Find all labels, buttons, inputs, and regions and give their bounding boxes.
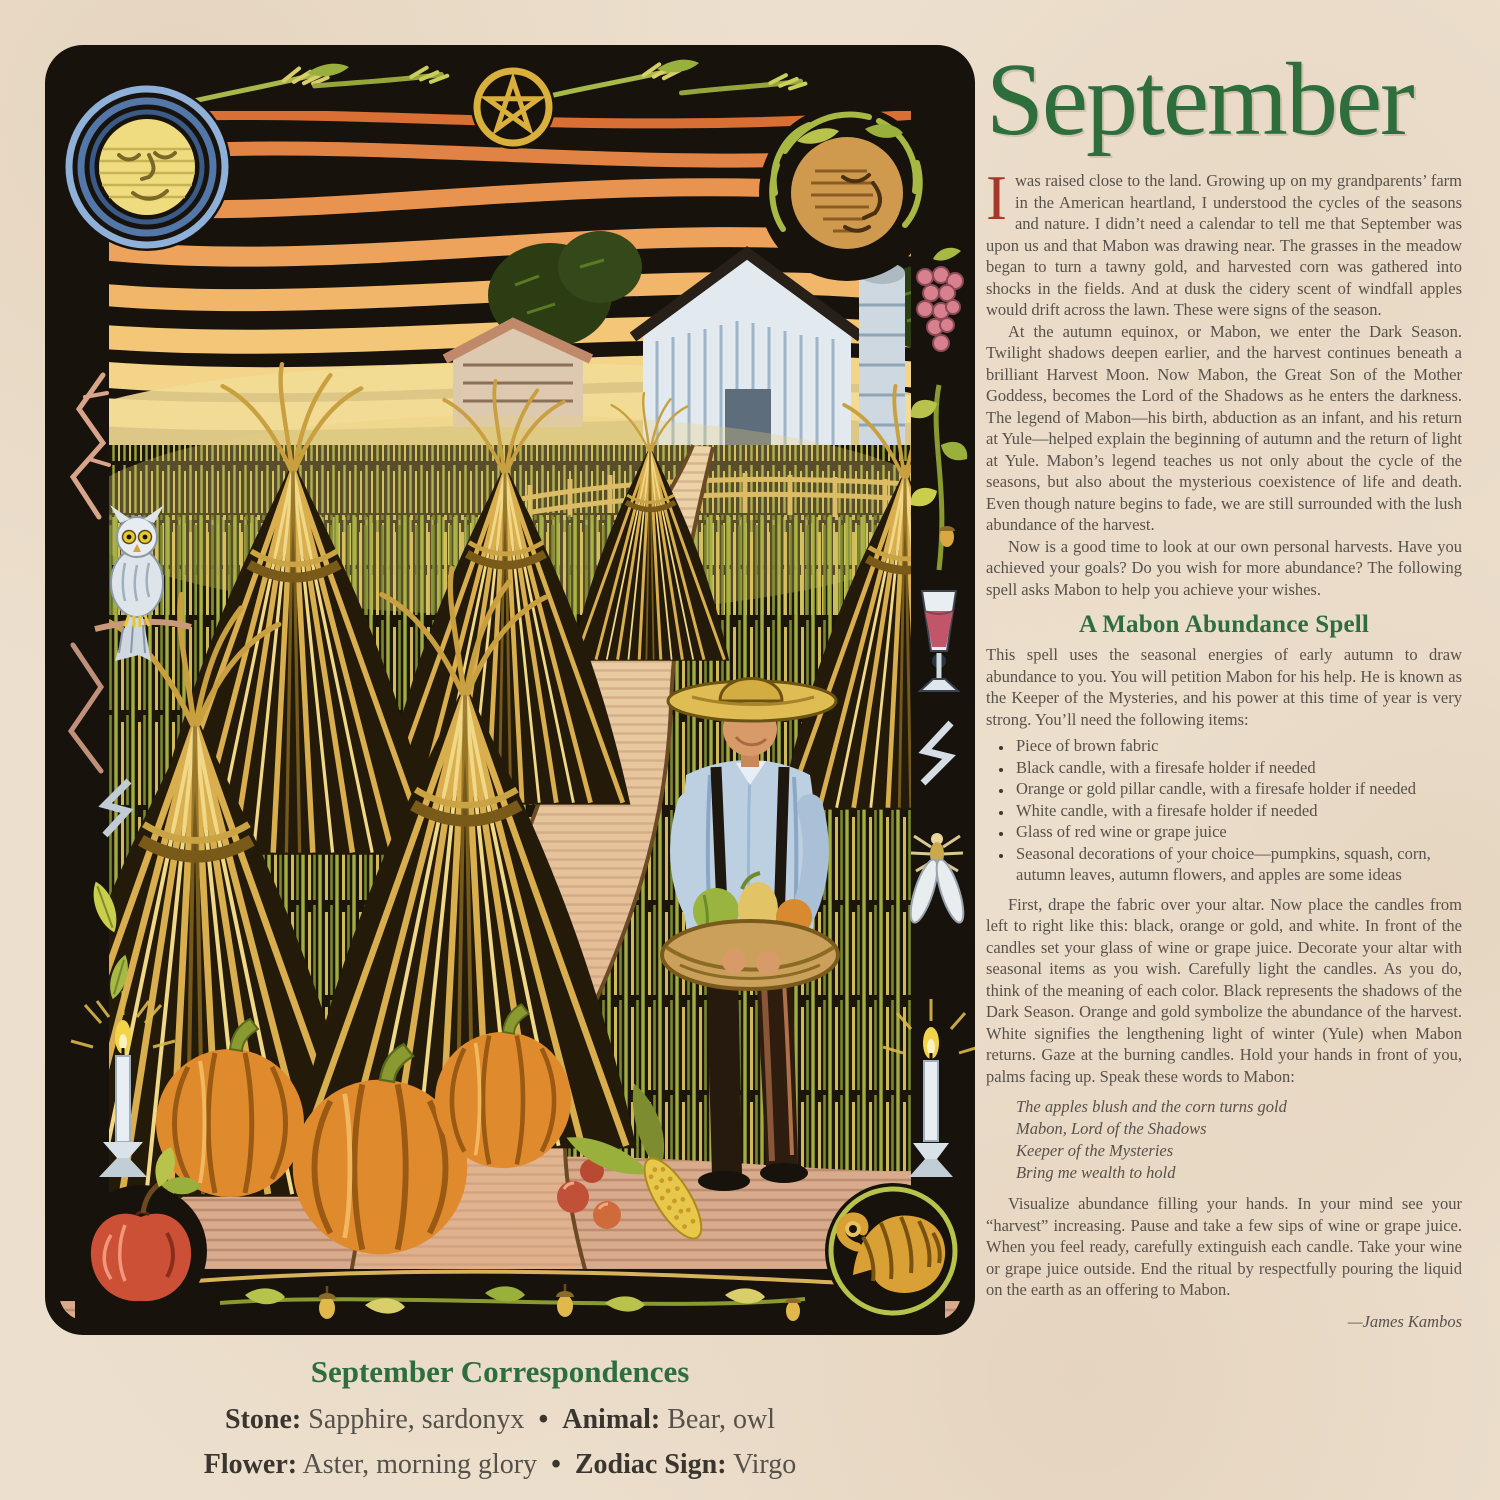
verse-line: Keeper of the Mysteries [1016, 1141, 1174, 1160]
spell-instructions: First, drape the fabric over your altar. Now place the candles from left to right like this: black, orange or gold, and white. In front of the candles set your glass of wine or grape juice. Decorate your altar with seasonal items as you wish. Carefully light the candles. As you do, think of the meaning of each color. Black represents the shadows of the Dark Season. Orange and gold symbolize the abundance of the harvest. White signifies the lengthening light of winter (Yule) when Mabon returns. Gaze at the burning candles. Hold your hands in front of you, palms facing up. Speak these words to Mabon: [986, 894, 1462, 1086]
moon-icon [63, 83, 231, 251]
spell-verse [1016, 1096, 1462, 1184]
author-attribution: —James Kambos [1347, 1311, 1462, 1331]
correspondences-section [50, 1354, 950, 1494]
dropcap: I [986, 163, 1007, 233]
pentacle-icon [471, 65, 555, 149]
harvest-illustration [45, 45, 975, 1335]
cornucopia-icon [825, 1183, 961, 1319]
correspondences-line-1 [50, 1404, 950, 1436]
list-item: • Seasonal decorations of your choice—pumpkins, squash, corn, autumn leaves, autumn flowers, and apples are some ideas [1013, 843, 1462, 886]
month-title: September [986, 42, 1413, 157]
animal-label: Animal: [562, 1404, 661, 1435]
list-item: • White candle, with a firesafe holder if needed [1013, 800, 1462, 822]
intro-paragraph-1-text: was raised close to the land. Growing up on my grandparents’ farm in the American heartland, I understood the cycles of the seasons and nature. I didn’t need a calendar to tell me that September was upon us and that Mabon was drawing near. The grasses in the meadow began to turn a tawny gold, and harvested corn was gathered into shocks in the fields. And at dusk the cidery scent of windfall apples would drift across the lawn. These were signs of the season. [986, 171, 1462, 319]
intro-paragraph-2: At the autumn equinox, or Mabon, we enter the Dark Season. Twilight shadows deepen earlier, and the harvest continues beneath a brilliant Harvest Moon. Now Mabon, the Great Son of the Mother Goddess, becomes the Lord of the Shadows as he enters the darkness. The legend of Mabon—his birth, abduction as an infant, and his return at Yule—helped explain the beginning of autumn and the return of light at Yule. Mabon’s legend teaches us not only about the cycle of the seasons, but also about the mysterious coexistence of life and death. Even though nature begins to fade, we are still surrounded with the lush abundance of the harvest. [986, 321, 1462, 534]
green-man-icon [759, 105, 935, 281]
spell-items-list [1013, 735, 1462, 886]
flower-label: Flower: [203, 1449, 298, 1480]
zodiac-label: Zodiac Sign: [574, 1449, 727, 1480]
bullet-separator: • [538, 1404, 549, 1435]
flower-value: Aster, morning glory [302, 1449, 538, 1480]
list-item: • Piece of brown fabric [1013, 735, 1462, 757]
correspondences-line-2 [50, 1449, 950, 1481]
stone-value: Sapphire, sardonyx [308, 1404, 525, 1435]
article-column [986, 42, 1462, 1332]
spell-heading: A Mabon Abundance Spell [1078, 611, 1370, 638]
spell-closing: Visualize abundance filling your hands. In your mind see your “harvest” increasing. Pause and take a few sips of wine or grape juice. When you feel ready, carefully extinguish each candle. Take your wine or grape juice outside. End the ritual by respectfully pouring the liquid on the earth as an offering to Mabon. [986, 1194, 1462, 1299]
verse-line: Bring me wealth to hold [1016, 1163, 1176, 1182]
intro-paragraph-1 [986, 163, 1462, 321]
verse-line: Mabon, Lord of the Shadows [1016, 1119, 1207, 1138]
list-item: • Glass of red wine or grape juice [1013, 821, 1462, 843]
spell-intro: This spell uses the seasonal energies of early autumn to draw abundance to you. You will petition Mabon for his help. He is known as the Keeper of the Mysteries, and his power at this time of year is very strong. You’ll need the following items: [986, 645, 1462, 729]
list-item: • Black candle, with a firesafe holder if needed [1013, 757, 1462, 779]
verse-line: The apples blush and the corn turns gold [1016, 1097, 1287, 1116]
animal-value: Bear, owl [667, 1404, 775, 1435]
zodiac-value: Virgo [733, 1449, 797, 1480]
intro-paragraph-3: Now is a good time to look at our own personal harvests. Have you achieved your goals? Do you wish for more abundance? The following spell asks Mabon to help you achieve your wishes. [986, 536, 1462, 599]
list-item: • Orange or gold pillar candle, with a firesafe holder if needed [1013, 778, 1462, 800]
stone-label: Stone: [225, 1404, 302, 1435]
bullet-separator: • [551, 1449, 561, 1480]
correspondences-heading: September Correspondences [310, 1354, 690, 1389]
